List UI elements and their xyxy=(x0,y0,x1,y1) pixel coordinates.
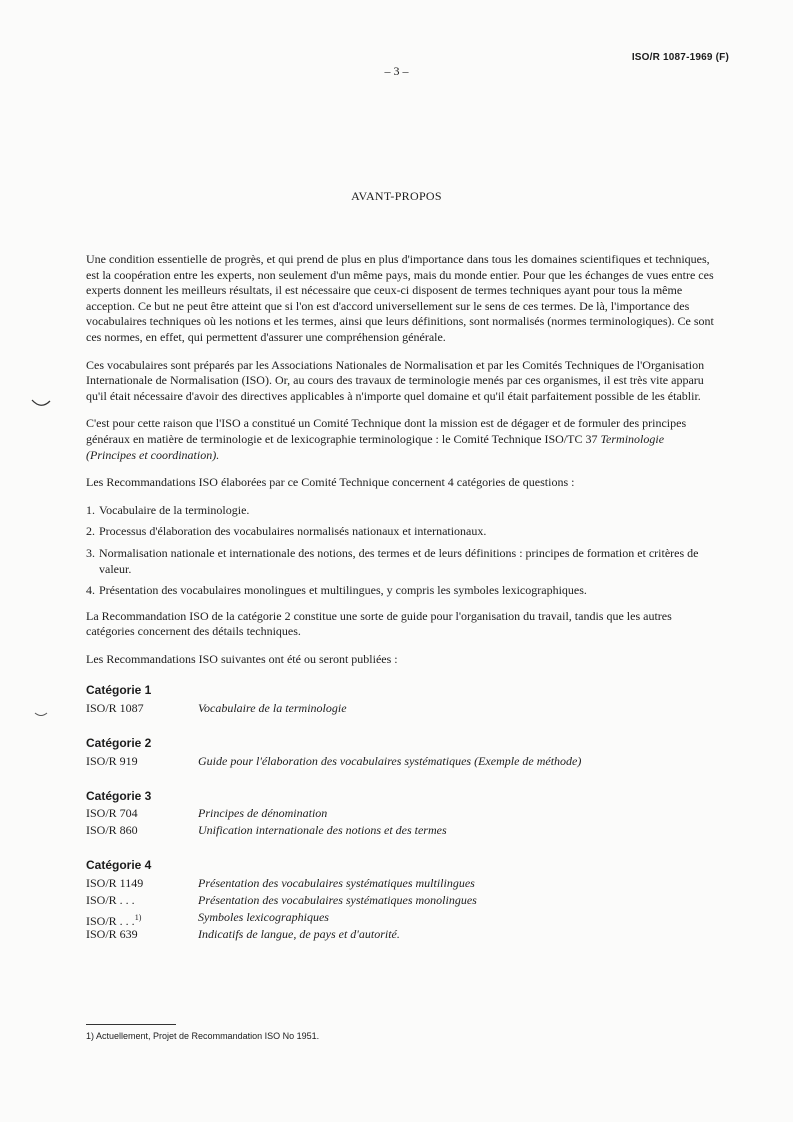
recommendation-title: Symboles lexicographiques xyxy=(198,909,329,924)
paragraph: Les Recommandations ISO élaborées par ce Comité Technique concernent 4 catégories de questions : xyxy=(86,475,575,490)
category-block xyxy=(86,683,716,718)
list-item xyxy=(86,524,716,540)
list-number: 1. xyxy=(86,502,95,517)
recommendation-title: Guide pour l'élaboration des vocabulaires systématiques (Exemple de méthode) xyxy=(198,753,582,768)
list-item xyxy=(86,546,716,577)
list-text: Présentation des vocabulaires monolingues et multilingues, y compris les symboles lexicographiques. xyxy=(99,583,587,598)
category-title: Catégorie 4 xyxy=(86,858,152,873)
category-title: Catégorie 1 xyxy=(86,683,152,698)
recommendation-code: ISO/R 639 xyxy=(86,926,138,941)
recommendation-title: Vocabulaire de la terminologie xyxy=(198,701,347,716)
recommendation-code: ISO/R 919 xyxy=(86,753,138,768)
recommendation-title: Présentation des vocabulaires systématiques monolingues xyxy=(198,892,477,907)
table-row xyxy=(86,823,716,840)
question-list xyxy=(86,503,716,599)
table-row xyxy=(86,754,716,771)
margin-mark-icon xyxy=(34,711,48,719)
paragraph xyxy=(86,416,716,463)
list-text: Normalisation nationale et internationale des notions, des termes et de leurs définitions : principes de formation et critères de valeur. xyxy=(99,545,699,576)
table-row xyxy=(86,893,716,910)
recommendation-title: Présentation des vocabulaires systématiques multilingues xyxy=(198,875,475,890)
category-block xyxy=(86,736,716,771)
footnote: 1) Actuellement, Projet de Recommandation ISO No 1951. xyxy=(86,1031,320,1041)
page-number: – 3 – xyxy=(384,64,409,78)
list-item xyxy=(86,583,716,599)
recommendation-code: ISO/R 860 xyxy=(86,823,138,838)
table-row xyxy=(86,806,716,823)
paragraph-text: C'est pour cette raison que l'ISO a constitué un Comité Technique dont la mission est de dégager et de formuler des principes généraux en matière de terminologie et de lexicographie terminologique : le Comité Technique ISO/TC 37 xyxy=(86,416,687,446)
footnote-divider xyxy=(86,1024,176,1025)
paragraph: Une condition essentielle de progrès, et qui prend de plus en plus d'importance dans tous les domaines scientifiques et techniques, est la coopération entre les experts, non seulement d'un même pays, mais du monde entier. Pour que les échanges de vues entre ces experts donnent les meilleurs résultats, il est nécessaire que ceux-ci disposent de termes techniques ayant pour tous la même acception. Ce but ne peut être atteint que si l'on est d'accord universellement sur le sens de ces termes. De là, l'importance des vocabulaires techniques où les notions et les termes, ainsi que leurs définitions, sont normalisés (normes terminologiques). Ce sont ces normes, en effet, qui permettent d'assurer une compréhension générale. xyxy=(86,252,714,344)
paragraph: La Recommandation ISO de la catégorie 2 constitue une sorte de guide pour l'organisation du travail, tandis que les autres catégories concernent des détails techniques. xyxy=(86,608,672,639)
recommendation-title: Unification internationale des notions et des termes xyxy=(198,823,447,838)
category-block xyxy=(86,789,716,841)
code-text: ISO/R . . . xyxy=(86,913,135,928)
recommendation-code xyxy=(86,910,198,927)
list-number: 4. xyxy=(86,583,95,598)
list-text: Vocabulaire de la terminologie. xyxy=(99,502,250,517)
category-block xyxy=(86,858,716,944)
category-title: Catégorie 3 xyxy=(86,788,152,803)
document-body xyxy=(86,252,716,944)
table-row xyxy=(86,876,716,893)
recommendation-title: Principes de dénomination xyxy=(198,806,328,821)
paragraph: Les Recommandations ISO suivantes ont été ou seront publiées : xyxy=(86,651,398,666)
recommendation-code: ISO/R 1087 xyxy=(86,701,144,716)
recommendation-code: ISO/R . . . xyxy=(86,892,135,907)
recommendation-code: ISO/R 704 xyxy=(86,806,138,821)
category-title: Catégorie 2 xyxy=(86,736,152,751)
table-row xyxy=(86,927,716,944)
table-row xyxy=(86,910,716,927)
document-reference: ISO/R 1087-1969 (F) xyxy=(631,52,729,63)
paragraph: Ces vocabulaires sont préparés par les Associations Nationales de Normalisation et par les Comités Techniques de l'Organisation Internationale de Normalisation (ISO). Or, au cours des travaux de terminologie menés par ces organismes, il est très vite apparu qu'il était nécessaire d'avoir des directives applicables à n'importe quel domaine et qu'il était parfaitement possible de les établir. xyxy=(86,357,705,403)
recommendation-code: ISO/R 1149 xyxy=(86,875,144,890)
list-text: Processus d'élaboration des vocabulaires normalisés nationaux et internationaux. xyxy=(99,524,487,539)
list-number: 3. xyxy=(86,545,95,560)
table-row xyxy=(86,701,716,718)
page-title: AVANT-PROPOS xyxy=(351,189,442,203)
list-number: 2. xyxy=(86,524,95,539)
list-item xyxy=(86,503,716,519)
footnote-marker: 1) xyxy=(134,912,142,922)
margin-mark-icon xyxy=(30,398,52,410)
committee-name: Terminologie (Principes et coordination). xyxy=(86,431,665,462)
recommendation-title: Indicatifs de langue, de pays et d'autorité. xyxy=(198,926,400,941)
